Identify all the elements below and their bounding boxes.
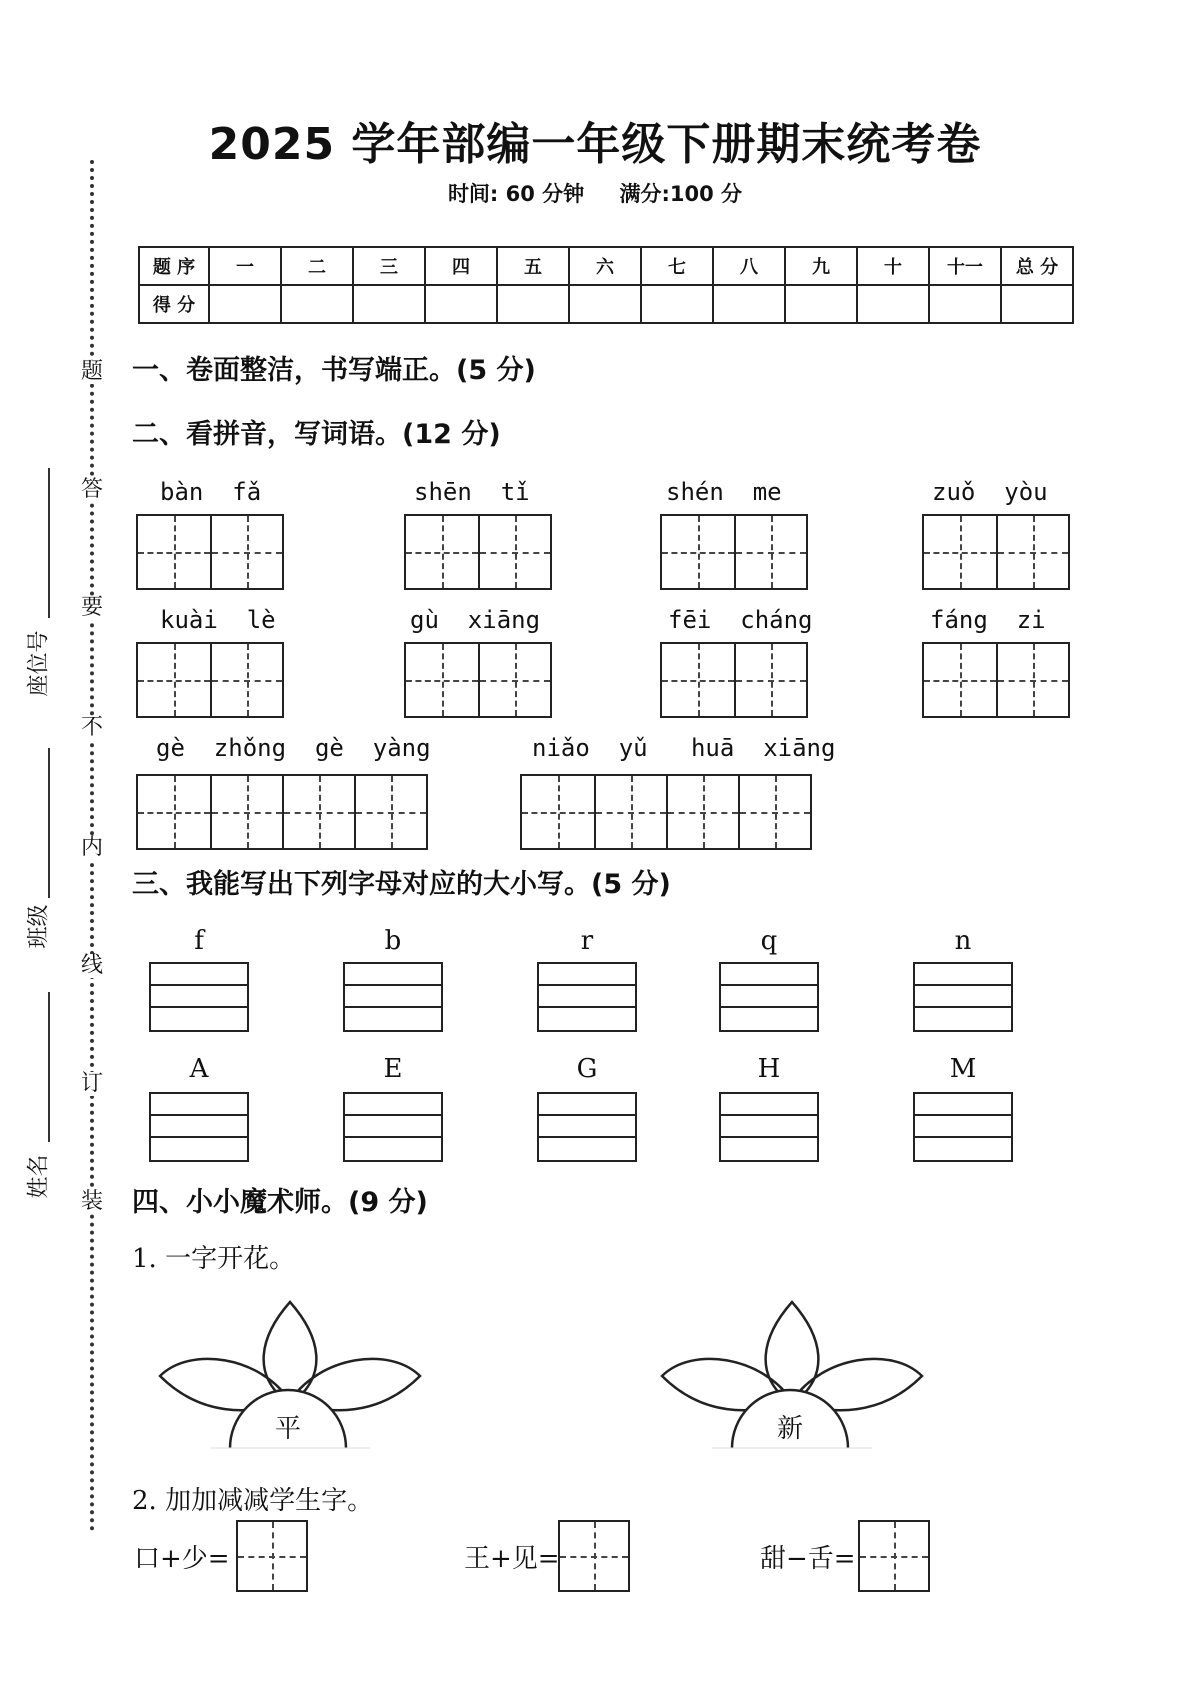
score-row-label: 得 分: [139, 285, 209, 323]
question-1-label: 1. 一字开花。: [132, 1244, 296, 1274]
tianzige-box[interactable]: [922, 514, 1070, 590]
answer-tianzige[interactable]: [558, 1520, 630, 1592]
score-input-cell[interactable]: [1001, 285, 1073, 323]
seal-word: 题: [80, 359, 103, 384]
seal-word: 装: [80, 1189, 103, 1214]
flower-center-char: 新: [776, 1414, 803, 1444]
score-input-cell[interactable]: [353, 285, 425, 323]
score-input-cell[interactable]: [641, 285, 713, 323]
exam-info: [0, 178, 1190, 208]
flower-center-char: 平: [274, 1414, 301, 1444]
tianzige-box[interactable]: [922, 642, 1070, 718]
four-line-box[interactable]: [913, 962, 1013, 1032]
score-header-cell: 六: [569, 247, 641, 285]
letter-label: r: [580, 926, 594, 956]
four-line-box[interactable]: [913, 1092, 1013, 1162]
score-header-cell: 十一: [929, 247, 1001, 285]
seal-word: 内: [80, 835, 103, 860]
seal-word: 线: [80, 953, 103, 978]
four-line-box[interactable]: [149, 962, 249, 1032]
pinyin-label: shén me: [666, 478, 782, 506]
pinyin-label: fáng zi: [930, 606, 1046, 634]
tianzige-box[interactable]: [520, 774, 812, 850]
pinyin-label: niǎo yǔ huā xiāng: [532, 734, 836, 762]
score-input-cell[interactable]: [857, 285, 929, 323]
score-header-cell: 五: [497, 247, 569, 285]
four-line-box[interactable]: [149, 1092, 249, 1162]
equation-text: 王+见=: [464, 1544, 560, 1574]
name-line[interactable]: [48, 992, 50, 1142]
answer-tianzige[interactable]: [236, 1520, 308, 1592]
score-table-header-row: [139, 247, 1073, 285]
four-line-box[interactable]: [343, 962, 443, 1032]
class-line[interactable]: [48, 748, 50, 898]
four-line-box[interactable]: [719, 962, 819, 1032]
score-table: [138, 246, 1074, 324]
letter-label: G: [576, 1054, 598, 1084]
answer-tianzige[interactable]: [858, 1520, 930, 1592]
pinyin-label: shēn tǐ: [414, 478, 530, 506]
score-input-cell[interactable]: [497, 285, 569, 323]
class-label: 班级: [26, 904, 52, 949]
name-label: 姓名: [26, 1154, 52, 1199]
seal-word: 要: [80, 595, 103, 620]
score-input-cell[interactable]: [713, 285, 785, 323]
score-table-score-row: [139, 285, 1073, 323]
letter-label: q: [760, 926, 778, 956]
score-header-cell: 八: [713, 247, 785, 285]
four-line-box[interactable]: [719, 1092, 819, 1162]
letter-label: n: [954, 926, 972, 956]
section-3-heading: 三、我能写出下列字母对应的大小写。(5 分): [132, 869, 671, 900]
seal-word: 不: [80, 715, 103, 740]
pinyin-label: zuǒ yòu: [932, 478, 1048, 506]
seal-word: 订: [80, 1071, 103, 1096]
letter-label: A: [189, 1054, 209, 1084]
pinyin-label: gè zhǒng gè yàng: [156, 734, 431, 762]
score-header-cell: 二: [281, 247, 353, 285]
equation-text: 甜−舌=: [760, 1544, 856, 1574]
exam-full-score: 满分:100 分: [619, 182, 743, 206]
tianzige-box[interactable]: [404, 642, 552, 718]
question-2-label: 2. 加加减减学生字。: [132, 1486, 374, 1516]
exam-title: 2025 学年部编一年级下册期末统考卷: [208, 119, 982, 170]
score-header-cell: 总 分: [1001, 247, 1073, 285]
pinyin-label: fēi cháng: [668, 606, 813, 634]
score-header-cell: 三: [353, 247, 425, 285]
tianzige-box[interactable]: [136, 774, 428, 850]
tianzige-box[interactable]: [404, 514, 552, 590]
pinyin-label: bàn fǎ: [160, 478, 262, 506]
tianzige-box[interactable]: [660, 514, 808, 590]
letter-label: E: [383, 1054, 403, 1084]
score-input-cell[interactable]: [209, 285, 281, 323]
four-line-box[interactable]: [537, 1092, 637, 1162]
exam-time: 时间: 60 分钟: [447, 182, 585, 206]
pinyin-label: kuài lè: [160, 606, 276, 634]
four-line-box[interactable]: [537, 962, 637, 1032]
score-header-cell: 四: [425, 247, 497, 285]
score-input-cell[interactable]: [785, 285, 857, 323]
letter-label: H: [757, 1054, 781, 1084]
tianzige-box[interactable]: [660, 642, 808, 718]
seat-number-label: 座位号: [26, 630, 52, 697]
seat-number-line[interactable]: [48, 468, 50, 618]
tianzige-box[interactable]: [136, 642, 284, 718]
score-input-cell[interactable]: [281, 285, 353, 323]
score-input-cell[interactable]: [929, 285, 1001, 323]
four-line-box[interactable]: [343, 1092, 443, 1162]
score-input-cell[interactable]: [425, 285, 497, 323]
letter-label: b: [384, 926, 402, 956]
score-header-cell: 七: [641, 247, 713, 285]
equation-text: 口+少=: [134, 1544, 230, 1574]
score-header-cell: 一: [209, 247, 281, 285]
letter-label: M: [949, 1054, 977, 1084]
score-header-cell: 题 序: [139, 247, 209, 285]
section-4-heading: 四、小小魔术师。(9 分): [132, 1187, 428, 1218]
section-1-heading: 一、卷面整洁，书写端正。(5 分): [132, 355, 536, 386]
letter-label: f: [194, 926, 204, 956]
tianzige-box[interactable]: [136, 514, 284, 590]
pinyin-label: gù xiāng: [410, 606, 541, 634]
score-header-cell: 十: [857, 247, 929, 285]
score-header-cell: 九: [785, 247, 857, 285]
section-2-heading: 二、看拼音，写词语。(12 分): [132, 419, 501, 450]
score-input-cell[interactable]: [569, 285, 641, 323]
seal-word: 答: [80, 477, 103, 502]
